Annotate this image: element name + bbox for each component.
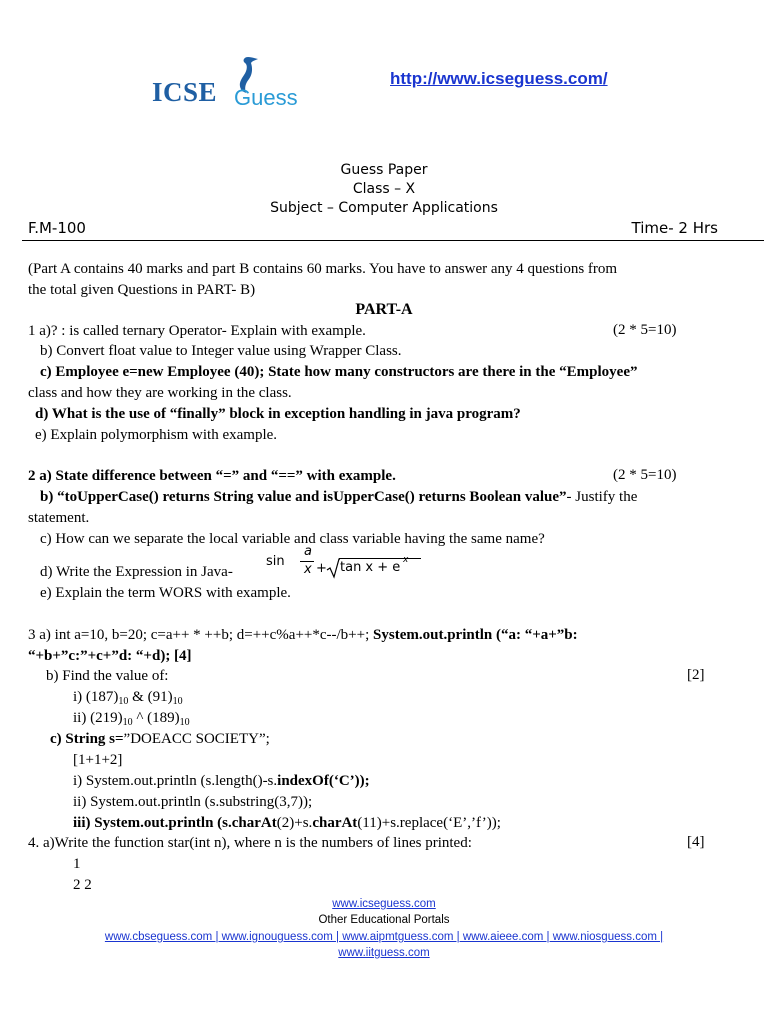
- q3-c-label: c) String s=: [50, 731, 124, 747]
- q1-e: e) Explain polymorphism with example.: [35, 427, 278, 443]
- q3-ciii-part2: charAt: [231, 815, 277, 831]
- square-root-icon: [326, 557, 340, 579]
- footer-site: [0, 898, 768, 910]
- formula-exponent: x: [403, 555, 409, 565]
- q4-a: 4. a)Write the function star(int n), where n is the numbers of lines printed:: [28, 835, 472, 851]
- q3-bi-sub1: 10: [118, 696, 129, 707]
- full-marks: F.M-100: [28, 219, 86, 237]
- q3-c-i: [73, 772, 370, 790]
- q3-b-i: [73, 688, 183, 706]
- intro-line-2: the total given Questions in PART- B): [28, 282, 256, 298]
- q3-a-println: System.out.println (“a: “+a+”b:: [369, 627, 578, 643]
- q3-bii-part2: ^ (189): [132, 710, 180, 726]
- logo: [152, 55, 322, 110]
- q3-ciii-part3: (2)+s.: [276, 815, 313, 831]
- q3-a-line1: [28, 626, 578, 644]
- q1-c-line2: class and how they are working in the class.: [28, 385, 292, 401]
- time-allowed: Time- 2 Hrs: [631, 219, 718, 237]
- q3-bii-sub1: 10: [122, 717, 133, 728]
- q2-c: c) How can we separate the local variable and class variable having the same name?: [40, 531, 545, 547]
- q1-a: 1 a)? : is called ternary Operator- Explain with example.: [28, 323, 366, 339]
- q2-d-formula: [266, 546, 416, 580]
- footer-links-row: [0, 931, 768, 943]
- q3-c-iii: [73, 814, 501, 832]
- formula-plus: +: [316, 561, 327, 576]
- paper-title: Guess Paper: [340, 162, 428, 178]
- q2-marks: (2 * 5=10): [613, 467, 677, 483]
- header-divider: [22, 240, 764, 241]
- footer-portal-links[interactable]: www.cbseguess.com | www.ignouguess.com | www.aipmtguess.com | www.aieee.com | www.niosguess.com |: [104, 931, 664, 943]
- q3-bi-part2: & (91): [128, 689, 173, 705]
- formula-denominator: x: [304, 562, 312, 577]
- q4-marks: [4]: [687, 834, 705, 850]
- q3-ciii-part4: charAt: [312, 815, 358, 831]
- q1-d-text: d) What is the use of “finally” block in exception handling in java program?: [35, 406, 521, 422]
- q1-marks: (2 * 5=10): [613, 322, 677, 338]
- q3-c-ii: ii) System.out.println (s.substring(3,7));: [73, 794, 313, 810]
- q1-d: [35, 405, 521, 423]
- q2-b-tail: - Justify the: [566, 489, 638, 505]
- formula-root-body: tan x + e: [340, 560, 401, 575]
- q3-c-marks: [1+1+2]: [73, 752, 123, 768]
- q2-b-line1: [40, 488, 637, 506]
- q3-a-line2: “+b+”c:”+c+”d: “+d); [4]: [28, 648, 192, 664]
- footer-last-row: [0, 947, 768, 959]
- q3-b-ii: [73, 709, 190, 727]
- q3-ci-bold: indexOf(‘C’));: [277, 773, 370, 789]
- q3-b-marks: [2]: [687, 667, 705, 683]
- q2-d: d) Write the Expression in Java-: [40, 564, 233, 580]
- footer-other-portals: Other Educational Portals: [318, 914, 450, 926]
- q3-c-value: ”DOEACC SOCIETY”;: [123, 731, 270, 747]
- logo-text-guess: Guess: [234, 85, 298, 110]
- q3-c: [50, 730, 270, 748]
- class-label: Class – X: [352, 181, 416, 197]
- q1-b: b) Convert float value to Integer value using Wrapper Class.: [40, 343, 402, 359]
- q3-bii-part1: ii) (219): [73, 710, 123, 726]
- footer-iitguess-link[interactable]: www.iitguess.com: [338, 947, 430, 959]
- q3-bi-part1: i) (187): [73, 689, 119, 705]
- q2-b-line2: statement.: [28, 510, 90, 526]
- part-a-heading: PART-A: [355, 301, 413, 318]
- q3-a-code: 3 a) int a=10, b=20; c=a++ * ++b; d=++c%a++*c--/b++;: [28, 627, 370, 643]
- q3-bi-sub2: 10: [172, 696, 183, 707]
- q2-a: 2 a) State difference between “=” and “==” with example.: [28, 468, 396, 484]
- q2-b-quote: b) “toUpperCase() returns String value and isUpperCase() returns Boolean value”: [40, 489, 567, 505]
- intro-line-1: (Part A contains 40 marks and part B contains 60 marks. You have to answer any 4 questions from: [28, 261, 618, 277]
- q3-bii-sub2: 10: [179, 717, 190, 728]
- root-bar: [339, 558, 421, 559]
- q4-pattern-line-1: 1: [73, 856, 81, 872]
- q3-ci-plain: i) System.out.println (s.length()-s.: [73, 773, 278, 789]
- footer-site-link[interactable]: www.icseguess.com: [332, 898, 436, 910]
- q3-ciii-part1: iii) System.out.println (s.: [73, 815, 232, 831]
- q1-c-line1: c) Employee e=new Employee (40); State how many constructors are there in the “Employee”: [40, 364, 638, 380]
- formula-sin: sin: [266, 554, 285, 569]
- formula-numerator: a: [304, 544, 312, 559]
- q2-e: e) Explain the term WORS with example.: [40, 585, 291, 601]
- logo-text-icse: ICSE: [152, 77, 218, 107]
- subject-label: Subject – Computer Applications: [270, 200, 498, 216]
- site-url-link[interactable]: http://www.icseguess.com/: [390, 69, 608, 88]
- q3-ciii-part5: (11)+s.replace(‘E’,’f’));: [357, 815, 501, 831]
- q4-pattern-line-2: 2 2: [73, 877, 92, 893]
- q3-b: b) Find the value of:: [46, 668, 169, 684]
